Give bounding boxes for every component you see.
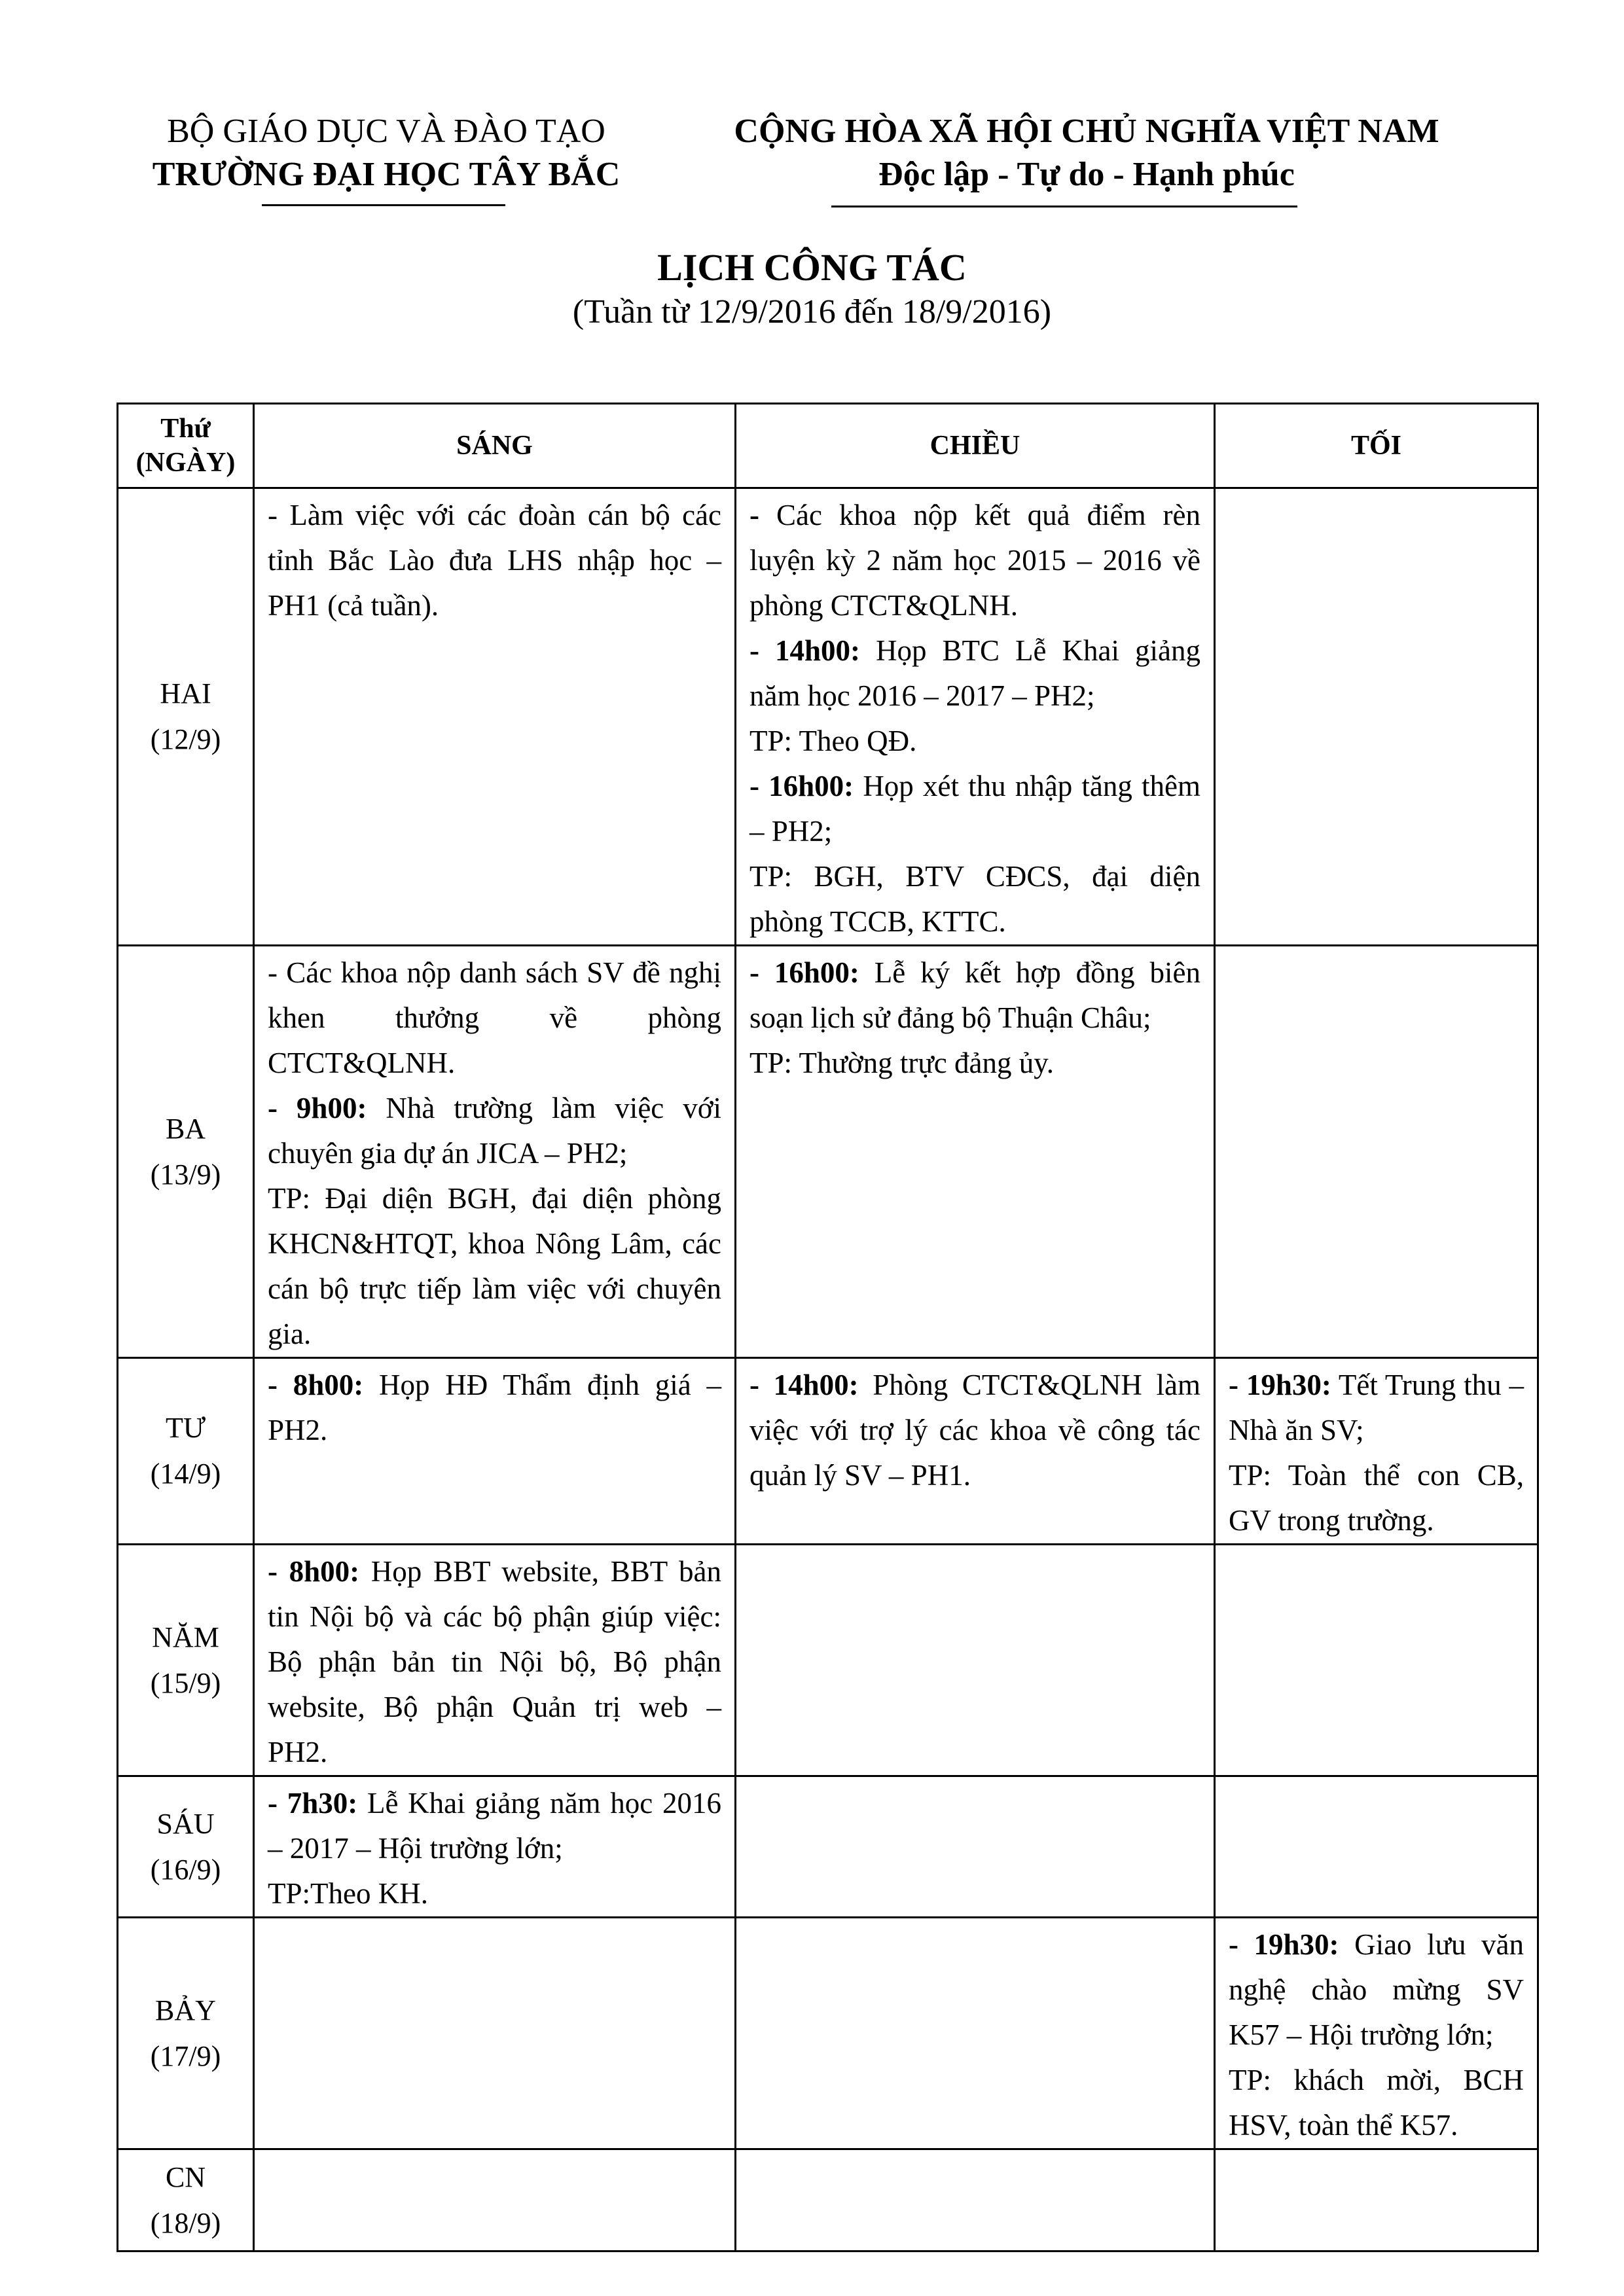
day-name: BẢY bbox=[155, 1994, 216, 2026]
entry-time: - 9h00: bbox=[268, 1092, 367, 1124]
day-cell bbox=[118, 1776, 254, 1918]
entry-time: - 19h30: bbox=[1229, 1928, 1339, 1961]
entry-text: TP: BGH, BTV CĐCS, đại diện phòng TCCB, KTTC. bbox=[749, 860, 1200, 938]
entry-time: - 19h30: bbox=[1229, 1369, 1331, 1401]
day-name: CN bbox=[165, 2161, 206, 2193]
entry-text: TP: khách mời, BCH HSV, toàn thể K57. bbox=[1229, 2064, 1524, 2142]
schedule-entry bbox=[749, 719, 1200, 764]
entry-time: - 16h00: bbox=[749, 770, 854, 802]
day-name: SÁU bbox=[156, 1807, 215, 1840]
day-date: (15/9) bbox=[150, 1666, 221, 1699]
schedule-entry bbox=[749, 493, 1200, 628]
day-name: BA bbox=[165, 1112, 206, 1145]
evening-cell bbox=[1215, 1776, 1538, 1918]
day-date: (16/9) bbox=[150, 1853, 221, 1886]
entry-text: Họp BBT website, BBT bản tin Nội bộ và các bộ phận giúp việc: Bộ phận bản tin Nội bộ, Bộ phận website, Bộ phận Quản trị web – PH2. bbox=[268, 1555, 722, 1768]
schedule-entry bbox=[749, 1363, 1200, 1498]
day-date: (13/9) bbox=[150, 1158, 221, 1191]
entry-text: - Làm việc với các đoàn cán bộ các tỉnh Bắc Lào đưa LHS nhập học – PH1 (cả tuần). bbox=[268, 499, 721, 622]
table-row bbox=[118, 2149, 1538, 2251]
schedule-entry bbox=[268, 1871, 721, 1916]
university-name: TRƯỜNG ĐẠI HỌC TÂY BẮC bbox=[152, 156, 621, 193]
header-evening: TỐI bbox=[1215, 404, 1538, 488]
entry-time: - 16h00: bbox=[749, 956, 859, 989]
morning-cell bbox=[254, 1545, 736, 1776]
afternoon-cell bbox=[736, 946, 1215, 1358]
morning-cell bbox=[254, 1358, 736, 1545]
day-date: (17/9) bbox=[150, 2039, 221, 2072]
motto-underline bbox=[831, 206, 1297, 207]
afternoon-cell bbox=[736, 1776, 1215, 1918]
entry-text: Nhà trường làm việc với chuyên gia dự án JICA – PH2; bbox=[268, 1092, 721, 1170]
entry-time: - 7h30: bbox=[268, 1787, 358, 1820]
table-row bbox=[118, 1776, 1538, 1918]
afternoon-cell bbox=[736, 2149, 1215, 2251]
day-cell bbox=[118, 1358, 254, 1545]
schedule-entry bbox=[749, 950, 1200, 1041]
morning-cell bbox=[254, 1918, 736, 2149]
header-morning: SÁNG bbox=[254, 404, 736, 488]
day-date: (18/9) bbox=[150, 2206, 221, 2239]
afternoon-cell bbox=[736, 1545, 1215, 1776]
table-row bbox=[118, 1358, 1538, 1545]
header-afternoon: CHIỀU bbox=[736, 404, 1215, 488]
entry-text: Lễ ký kết hợp đồng biên soạn lịch sử đảng bộ Thuận Châu; bbox=[749, 956, 1200, 1034]
day-cell bbox=[118, 1545, 254, 1776]
schedule-entry bbox=[268, 1781, 721, 1871]
day-name: HAI bbox=[160, 677, 211, 709]
entry-text: Họp xét thu nhập tăng thêm – PH2; bbox=[749, 770, 1200, 848]
entry-text: - Các khoa nộp danh sách SV đề nghị khen thưởng về phòng CTCT&QLNH. bbox=[268, 956, 721, 1079]
ministry-header bbox=[131, 110, 641, 196]
evening-cell bbox=[1215, 2149, 1538, 2251]
day-date: (14/9) bbox=[150, 1458, 221, 1490]
entry-text: TP:Theo KH. bbox=[268, 1877, 428, 1910]
morning-cell bbox=[254, 946, 736, 1358]
schedule-entry bbox=[1229, 1453, 1524, 1543]
entry-text: TP: Đại diện BGH, đại diện phòng KHCN&HTQT, khoa Nông Lâm, các cán bộ trực tiếp làm việc với chuyên gia. bbox=[268, 1182, 721, 1350]
entry-text: Tết Trung thu – Nhà ăn SV; bbox=[1229, 1369, 1525, 1446]
schedule-entry bbox=[749, 628, 1200, 719]
schedule-entry bbox=[1229, 1922, 1524, 2058]
national-motto: Độc lập - Tự do - Hạnh phúc bbox=[878, 156, 1295, 193]
schedule-entry bbox=[749, 854, 1200, 944]
schedule-entry bbox=[1229, 2058, 1524, 2148]
day-cell bbox=[118, 488, 254, 946]
ministry-name: BỘ GIÁO DỤC VÀ ĐÀO TẠO bbox=[167, 113, 605, 150]
table-row bbox=[118, 488, 1538, 946]
entry-text: TP: Theo QĐ. bbox=[749, 725, 917, 757]
schedule-entry bbox=[268, 950, 721, 1086]
schedule-entry bbox=[268, 1086, 721, 1176]
national-header bbox=[681, 110, 1492, 196]
schedule-table bbox=[117, 403, 1539, 2252]
country-name: CỘNG HÒA XÃ HỘI CHỦ NGHĨA VIỆT NAM bbox=[734, 113, 1439, 150]
afternoon-cell bbox=[736, 1358, 1215, 1545]
evening-cell bbox=[1215, 1358, 1538, 1545]
entry-text: Các khoa nộp kết quả điểm rèn luyện kỳ 2 năm học 2015 – 2016 về phòng CTCT&QLNH. bbox=[749, 499, 1200, 622]
day-cell bbox=[118, 946, 254, 1358]
morning-cell bbox=[254, 2149, 736, 2251]
morning-cell bbox=[254, 488, 736, 946]
schedule-entry bbox=[749, 764, 1200, 854]
schedule-entry bbox=[1229, 1363, 1524, 1453]
schedule-entry bbox=[268, 1176, 721, 1357]
entry-text: TP: Thường trực đảng ủy. bbox=[749, 1047, 1055, 1079]
document-title: LỊCH CÔNG TÁC bbox=[657, 246, 967, 289]
morning-cell bbox=[254, 1776, 736, 1918]
day-name: NĂM bbox=[152, 1621, 219, 1653]
schedule-entry bbox=[268, 493, 721, 628]
table-row bbox=[118, 1545, 1538, 1776]
entry-time: - 8h00: bbox=[268, 1369, 364, 1401]
day-date: (12/9) bbox=[150, 723, 221, 755]
table-row bbox=[118, 946, 1538, 1358]
entry-time: - 8h00: bbox=[268, 1555, 360, 1588]
header-day-line1: Thứ bbox=[160, 414, 211, 444]
header-day bbox=[118, 404, 254, 488]
entry-text: Họp BTC Lễ Khai giảng năm học 2016 – 2017 – PH2; bbox=[749, 634, 1200, 712]
schedule-entry bbox=[268, 1549, 721, 1775]
day-cell bbox=[118, 1918, 254, 2149]
entry-text: Lễ Khai giảng năm học 2016 – 2017 – Hội trường lớn; bbox=[268, 1787, 721, 1865]
entry-time: - 14h00: bbox=[749, 1369, 859, 1401]
evening-cell bbox=[1215, 1545, 1538, 1776]
day-cell bbox=[118, 2149, 254, 2251]
entry-text: Họp HĐ Thẩm định giá – PH2. bbox=[268, 1369, 721, 1446]
afternoon-cell bbox=[736, 1918, 1215, 2149]
header-day-line2: (NGÀY) bbox=[135, 448, 236, 478]
university-underline bbox=[262, 204, 505, 206]
schedule-entry bbox=[268, 1363, 721, 1453]
day-name: TƯ bbox=[165, 1412, 206, 1444]
evening-cell bbox=[1215, 488, 1538, 946]
entry-text: TP: Toàn thể con CB, GV trong trường. bbox=[1229, 1459, 1524, 1537]
afternoon-cell bbox=[736, 488, 1215, 946]
table-row bbox=[118, 1918, 1538, 2149]
evening-cell bbox=[1215, 1918, 1538, 2149]
schedule-entry bbox=[749, 1041, 1200, 1086]
entry-text: Phòng CTCT&QLNH làm việc với trợ lý các khoa về công tác quản lý SV – PH1. bbox=[749, 1369, 1200, 1492]
table-header-row bbox=[118, 404, 1538, 488]
entry-text: Giao lưu văn nghệ chào mừng SV K57 – Hội trường lớn; bbox=[1229, 1928, 1525, 2051]
evening-cell bbox=[1215, 946, 1538, 1358]
document-subtitle: (Tuần từ 12/9/2016 đến 18/9/2016) bbox=[572, 293, 1052, 331]
entry-time: - bbox=[749, 499, 759, 531]
entry-time: - 14h00: bbox=[749, 634, 861, 667]
